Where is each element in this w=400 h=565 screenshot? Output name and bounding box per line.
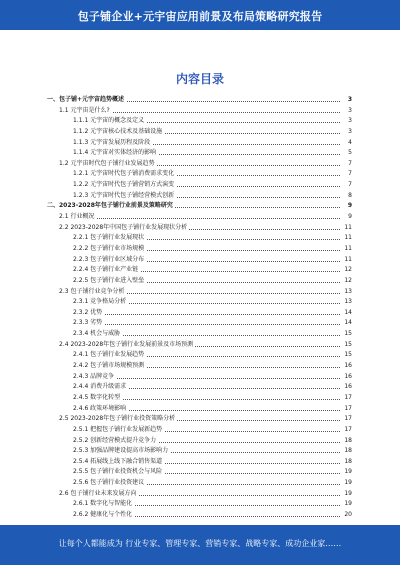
toc-entry[interactable] bbox=[47, 223, 352, 234]
toc-entry[interactable] bbox=[47, 436, 352, 447]
toc-entry-label: 2.4.5 数字化转型 bbox=[73, 393, 122, 404]
toc-entry-page: 5 bbox=[342, 148, 352, 159]
toc-entry[interactable] bbox=[47, 191, 352, 202]
toc-entry[interactable] bbox=[47, 457, 352, 468]
toc-entry-label: 1.1.1 元宇宙的概念及定义 bbox=[73, 116, 146, 127]
toc-entry-page: 17 bbox=[342, 393, 352, 404]
toc-entry-page: 11 bbox=[342, 255, 352, 266]
toc-entry-label: 2.5.4 拓展线上线下融合销售渠道 bbox=[73, 457, 164, 468]
toc-entry-label: 2.4.4 消费升级需求 bbox=[73, 382, 128, 393]
toc-entry[interactable] bbox=[47, 106, 352, 117]
toc-entry-label: 2.5.2 创新经营模式提升竞争力 bbox=[73, 436, 158, 447]
footer-banner bbox=[0, 525, 400, 565]
toc-entry[interactable] bbox=[47, 255, 352, 266]
toc-entry-label: 2.6 包子铺行业未来发展方向 bbox=[59, 489, 138, 500]
toc-entry-label: 2.4.2 包子铺市场规模预测 bbox=[73, 361, 146, 372]
toc-entry-label: 2.6.2 健康化与个性化 bbox=[73, 510, 134, 521]
toc-entry-label: 2.3.1 竞争格局分析 bbox=[73, 297, 128, 308]
toc-entry-page: 19 bbox=[342, 478, 352, 489]
toc-entry-label: 1.1 元宇宙是什么? bbox=[59, 106, 112, 117]
toc-entry-page: 3 bbox=[342, 116, 352, 127]
toc-entry-label: 2.5 2023-2028年包子铺行业投资策略分析 bbox=[59, 414, 177, 425]
toc-entry-label: 2.3.4 机会与威胁 bbox=[73, 329, 122, 340]
toc-entry-page: 16 bbox=[342, 361, 352, 372]
toc-entry-label: 2.2 2023-2028年中国包子铺行业发展现状分析 bbox=[59, 223, 189, 234]
toc-entry-label: 2.3 包子铺行业竞争分析 bbox=[59, 287, 126, 298]
toc-entry-label: 1.2 元宇宙时代包子铺行业发展趋势 bbox=[59, 159, 156, 170]
toc-entry-page: 11 bbox=[342, 223, 352, 234]
toc-entry[interactable] bbox=[47, 233, 352, 244]
toc-entry-page: 15 bbox=[342, 350, 352, 361]
toc-entry-page: 12 bbox=[342, 265, 352, 276]
toc-entry-page: 7 bbox=[342, 169, 352, 180]
toc-entry-label: 2.6.1 数字化与智能化 bbox=[73, 499, 134, 510]
toc-entry-label: 1.1.4 元宇宙对实体经济的影响 bbox=[73, 148, 158, 159]
toc-entry-page: 9 bbox=[342, 201, 352, 212]
toc-entry[interactable] bbox=[47, 287, 352, 298]
toc-entry[interactable] bbox=[47, 499, 352, 510]
toc-entry-page: 7 bbox=[342, 159, 352, 170]
toc-entry-page: 17 bbox=[342, 425, 352, 436]
toc-entry-label: 2.5.6 包子铺行业投资建议 bbox=[73, 478, 146, 489]
toc-entry-page: 20 bbox=[342, 510, 352, 521]
toc-entry[interactable] bbox=[47, 510, 352, 521]
toc-entry-page: 9 bbox=[342, 212, 352, 223]
toc-entry-label: 2.3.3 劣势 bbox=[73, 318, 104, 329]
toc-entry-page: 18 bbox=[342, 446, 352, 457]
toc-entry[interactable] bbox=[47, 95, 352, 106]
toc-entry[interactable] bbox=[47, 276, 352, 287]
toc-entry[interactable] bbox=[47, 201, 352, 212]
toc-entry[interactable] bbox=[47, 318, 352, 329]
toc-entry-label: 2.2.1 包子铺行业发展现状 bbox=[73, 233, 146, 244]
toc-entry-label: 2.4.3 品牌竞争 bbox=[73, 372, 116, 383]
toc-leader-dots bbox=[73, 324, 340, 325]
toc-entry-page: 18 bbox=[342, 436, 352, 447]
toc-entry-page: 19 bbox=[342, 467, 352, 478]
toc-entry-label: 1.2.3 元宇宙时代包子铺经营模式创新 bbox=[73, 191, 176, 202]
toc-entry-label: 1.2.2 元宇宙时代包子铺营销方式演变 bbox=[73, 180, 176, 191]
toc-entry[interactable] bbox=[47, 138, 352, 149]
toc-entry[interactable] bbox=[47, 372, 352, 383]
toc-entry-page: 14 bbox=[342, 308, 352, 319]
toc-entry-label: 2.1 行业概况 bbox=[59, 212, 96, 223]
toc-heading: 内容目录 bbox=[175, 72, 224, 86]
toc-entry[interactable] bbox=[47, 159, 352, 170]
toc-entry-label: 二、2023-2028年包子铺行业前景及策略研究 bbox=[47, 201, 175, 212]
toc-entry[interactable] bbox=[47, 180, 352, 191]
toc-entry[interactable] bbox=[47, 467, 352, 478]
toc-entry[interactable] bbox=[47, 169, 352, 180]
toc-entry-label: 2.3.2 优势 bbox=[73, 308, 104, 319]
toc-entry-label: 2.4.6 政策环境影响 bbox=[73, 404, 128, 415]
toc-entry[interactable] bbox=[47, 425, 352, 436]
toc-entry-label: 1.1.3 元宇宙发展历程及阶段 bbox=[73, 138, 152, 149]
toc-entry-page: 14 bbox=[342, 318, 352, 329]
toc-entry-page: 18 bbox=[342, 457, 352, 468]
toc-entry-label: 2.5.5 包子铺行业投资机会与风险 bbox=[73, 467, 164, 478]
toc-entry-page: 19 bbox=[342, 499, 352, 510]
report-header bbox=[0, 0, 400, 30]
toc-entry-page: 17 bbox=[342, 404, 352, 415]
toc-entry[interactable] bbox=[47, 212, 352, 223]
toc-entry-label: 1.2.1 元宇宙时代包子铺消费需求变化 bbox=[73, 169, 176, 180]
toc-entry[interactable] bbox=[47, 404, 352, 415]
report-title: 包子铺企业+元宇宙应用前景及布局策略研究报告 bbox=[77, 10, 323, 23]
toc-entry-page: 13 bbox=[342, 297, 352, 308]
toc-entry[interactable] bbox=[47, 446, 352, 457]
toc-entry[interactable] bbox=[47, 308, 352, 319]
footer-slogan: 让每个人都能成为 行业专家、管理专家、营销专家、战略专家、成功企业家…… bbox=[58, 539, 342, 548]
toc-entry-page: 3 bbox=[342, 106, 352, 117]
toc-entry-page: 17 bbox=[342, 414, 352, 425]
toc-entry[interactable] bbox=[47, 265, 352, 276]
toc-entry-page: 12 bbox=[342, 276, 352, 287]
toc-entry-label: 2.2.3 包子铺行业区域分布 bbox=[73, 255, 146, 266]
toc-entry-page: 13 bbox=[342, 287, 352, 298]
toc-entry-page: 7 bbox=[342, 180, 352, 191]
toc-entry-page: 8 bbox=[342, 191, 352, 202]
toc-entry-label: 1.1.2 元宇宙核心技术及基础设施 bbox=[73, 127, 164, 138]
toc-entry[interactable] bbox=[47, 148, 352, 159]
toc-entry-page: 11 bbox=[342, 233, 352, 244]
toc-entry[interactable] bbox=[47, 478, 352, 489]
toc-entry[interactable] bbox=[47, 350, 352, 361]
toc-entry-label: 2.2.4 包子铺行业产业链 bbox=[73, 265, 140, 276]
toc-entry-page: 16 bbox=[342, 372, 352, 383]
toc-entry[interactable] bbox=[47, 116, 352, 127]
toc-entry[interactable] bbox=[47, 393, 352, 404]
table-of-contents bbox=[47, 95, 352, 521]
toc-entry-label: 2.5.1 把握包子铺行业发展新趋势 bbox=[73, 425, 164, 436]
toc-entry-page: 4 bbox=[342, 138, 352, 149]
toc-entry[interactable] bbox=[47, 414, 352, 425]
toc-entry[interactable] bbox=[47, 329, 352, 340]
toc-entry-label: 2.4 2023-2028年包子铺行业发展前景及市场预测 bbox=[59, 340, 195, 351]
toc-entry[interactable] bbox=[47, 361, 352, 372]
toc-entry-page: 19 bbox=[342, 489, 352, 500]
toc-entry-page: 15 bbox=[342, 329, 352, 340]
toc-entry-label: 2.4.1 包子铺行业发展趋势 bbox=[73, 350, 146, 361]
toc-entry-page: 3 bbox=[342, 127, 352, 138]
toc-entry-page: 16 bbox=[342, 382, 352, 393]
toc-entry[interactable] bbox=[47, 340, 352, 351]
toc-entry-page: 3 bbox=[342, 95, 352, 106]
toc-leader-dots bbox=[73, 314, 340, 315]
toc-entry-label: 一、包子铺+元宇宙趋势概述 bbox=[47, 95, 126, 106]
toc-entry-label: 2.5.3 加强品牌建设提高市场影响力 bbox=[73, 446, 170, 457]
toc-entry[interactable] bbox=[47, 297, 352, 308]
toc-entry[interactable] bbox=[47, 127, 352, 138]
toc-entry[interactable] bbox=[47, 489, 352, 500]
toc-entry-page: 11 bbox=[342, 244, 352, 255]
toc-entry-label: 2.2.5 包子铺行业进入壁垒 bbox=[73, 276, 146, 287]
toc-leader-dots bbox=[59, 218, 340, 219]
toc-entry[interactable] bbox=[47, 244, 352, 255]
toc-entry-page: 15 bbox=[342, 340, 352, 351]
toc-entry-label: 2.2.2 包子铺行业市场规模 bbox=[73, 244, 146, 255]
toc-entry[interactable] bbox=[47, 382, 352, 393]
